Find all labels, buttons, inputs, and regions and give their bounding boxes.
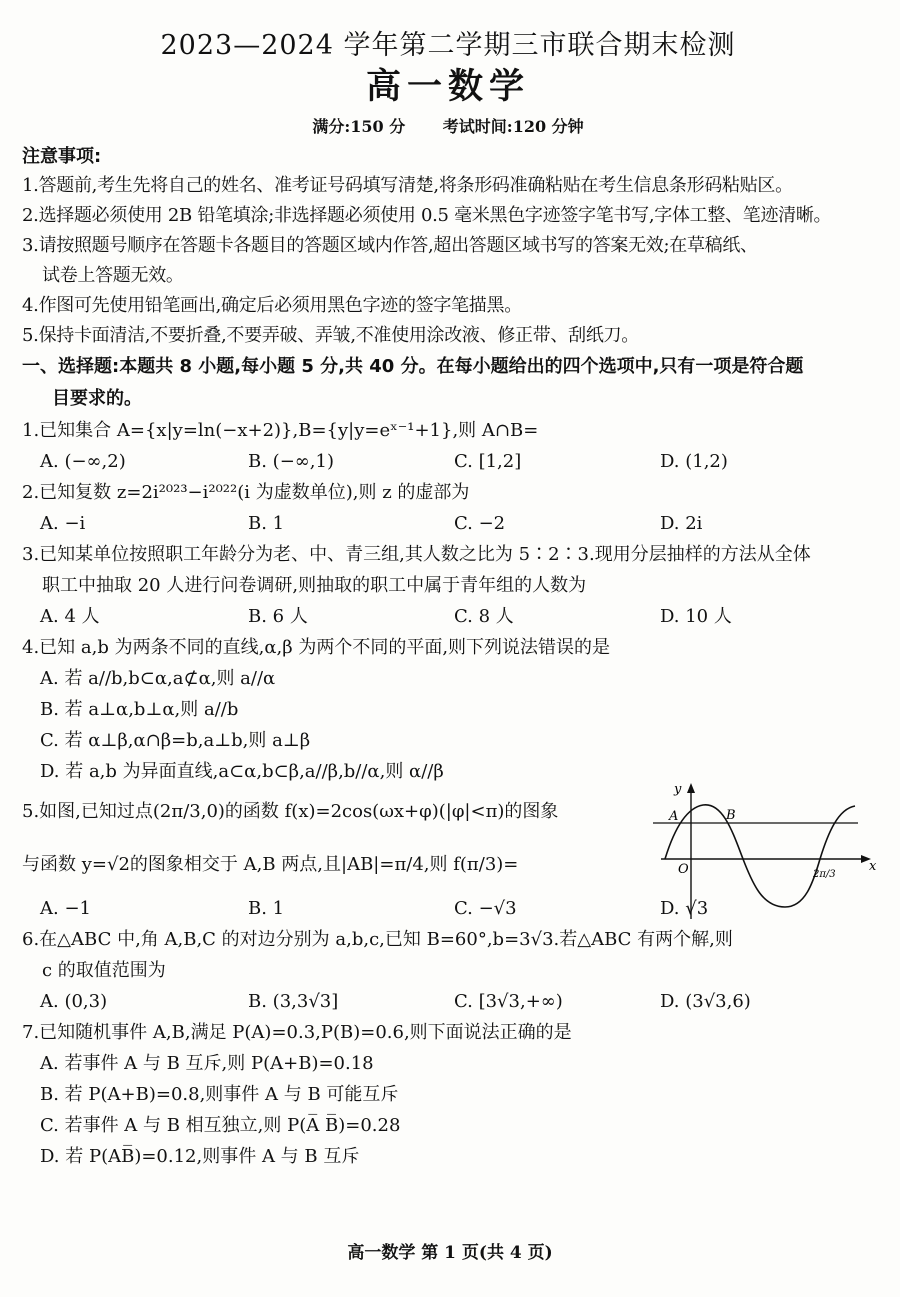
x-tick-label: 2π/3 (813, 869, 836, 880)
option-d: D. √3 (660, 898, 709, 919)
question-7-stem: 7.已知随机事件 A,B,满足 P(A)=0.3,P(B)=0.6,则下面说法正确的是 (22, 1022, 572, 1043)
question-5-graph (633, 773, 878, 923)
option-a: A. 若 a//b,b⊂α,a⊄α,则 a//α (40, 668, 276, 689)
option-a: A. 若事件 A 与 B 互斥,则 P(A+B)=0.18 (40, 1053, 374, 1074)
notice-line: 2.选择题必须使用 2B 铅笔填涂;非选择题必须使用 0.5 毫米黑色字迹签字笔书写,字体工整、笔迹清晰。 (22, 205, 832, 226)
question-5-stem-cont: 与函数 y=√2的图象相交于 A,B 两点,且|AB|=π/4,则 f(π/3)= (22, 854, 519, 875)
origin-label: O (678, 862, 689, 877)
option-b: B. 1 (248, 513, 285, 534)
question-3-options (22, 601, 874, 632)
option-b: B. 1 (248, 898, 285, 919)
y-axis-arrow-icon (687, 783, 695, 793)
option-b: B. 若 a⊥α,b⊥α,则 a//b (40, 699, 239, 720)
option-a: A. (−∞,2) (40, 451, 126, 472)
question-4-stem: 4.已知 a,b 为两条不同的直线,α,β 为两个不同的平面,则下列说法错误的是 (22, 637, 611, 658)
question-2-options (22, 508, 874, 539)
option-c: C. [3√3,+∞) (454, 991, 563, 1012)
question-6-stem-cont: c 的取值范围为 (42, 960, 166, 981)
x-axis-label: x (869, 859, 877, 874)
option-a: A. 4 人 (40, 606, 100, 627)
full-score: 满分:150 分 (312, 117, 406, 136)
question-1-stem: 1.已知集合 A={x|y=ln(−x+2)},B={y|y=eˣ⁻¹+1},则 A∩B= (22, 420, 539, 441)
option-c: C. 8 人 (454, 606, 514, 627)
question-2-stem: 2.已知复数 z=2i²⁰²³−i²⁰²²(i 为虚数单位),则 z 的虚部为 (22, 482, 470, 503)
option-d: D. (1,2) (660, 451, 728, 472)
option-b: B. 若 P(A+B)=0.8,则事件 A 与 B 可能互斥 (40, 1084, 399, 1105)
notice-line: 4.作图可先使用铅笔画出,确定后必须用黑色字迹的签字笔描黑。 (22, 295, 522, 316)
option-b: B. 6 人 (248, 606, 308, 627)
notice-line: 1.答题前,考生先将自己的姓名、准考证号码填写清楚,将条形码准确粘贴在考生信息条形码粘贴区。 (22, 175, 793, 196)
question-5-stem: 5.如图,已知过点(2π/3,0)的函数 f(x)=2cos(ωx+φ)(|φ|<π)的图象 (22, 801, 559, 822)
exam-time: 考试时间:120 分钟 (442, 117, 584, 136)
option-c: C. 若事件 A 与 B 相互独立,则 P(A̅ B̅)=0.28 (40, 1115, 401, 1136)
option-d: D. 10 人 (660, 606, 732, 627)
question-3-stem: 3.已知某单位按照职工年龄分为老、中、青三组,其人数之比为 5∶2∶3.现用分层抽样的方法从全体 (22, 544, 811, 565)
notice-line: 3.请按照题号顺序在答题卡各题目的答题区域内作答,超出答题区域书写的答案无效;在草稿纸、 (22, 235, 758, 256)
notice-line: 5.保持卡面清洁,不要折叠,不要弄破、弄皱,不准使用涂改液、修正带、刮纸刀。 (22, 325, 639, 346)
option-b: B. (−∞,1) (248, 451, 334, 472)
option-b: B. (3,3√3] (248, 991, 339, 1012)
question-6-options (22, 986, 874, 1017)
page-footer: 高一数学 第 1 页(共 4 页) (347, 1243, 553, 1263)
question-6-stem: 6.在△ABC 中,角 A,B,C 的对边分别为 a,b,c,已知 B=60°,b=3√3.若△ABC 有两个解,则 (22, 929, 733, 950)
question-3-stem-cont: 职工中抽取 20 人进行问卷调研,则抽取的职工中属于青年组的人数为 (42, 575, 587, 596)
exam-title: 2023—2024 学年第二学期三市联合期末检测 (160, 30, 736, 61)
subject-title: 高一数学 (365, 67, 530, 107)
option-a: A. (0,3) (40, 991, 108, 1012)
point-b-label: B (726, 808, 736, 823)
option-c: C. −2 (454, 513, 506, 534)
option-c: C. −√3 (454, 898, 517, 919)
option-d: D. 若 P(AB̅)=0.12,则事件 A 与 B 互斥 (40, 1146, 360, 1167)
y-axis-label: y (674, 782, 682, 797)
notice-line: 试卷上答题无效。 (42, 265, 184, 286)
option-c: C. 若 α⊥β,α∩β=b,a⊥b,则 a⊥β (40, 730, 311, 751)
option-a: A. −i (40, 513, 86, 534)
option-c: C. [1,2] (454, 451, 522, 472)
option-a: A. −1 (40, 898, 91, 919)
section-heading: 一、选择题:本题共 8 小题,每小题 5 分,共 40 分。在每小题给出的四个选项中,只有一项是符合题 (22, 356, 804, 377)
question-1-options (22, 446, 874, 477)
option-d: D. 2i (660, 513, 703, 534)
option-d: D. (3√3,6) (660, 991, 751, 1012)
point-a-label: A (669, 809, 679, 824)
exam-meta (22, 114, 874, 137)
cosine-curve (665, 805, 855, 907)
option-d: D. 若 a,b 为异面直线,a⊂α,b⊂β,a//β,b//α,则 α//β (40, 761, 444, 782)
section-heading-cont: 目要求的。 (52, 388, 142, 409)
notice-heading: 注意事项: (22, 146, 102, 167)
